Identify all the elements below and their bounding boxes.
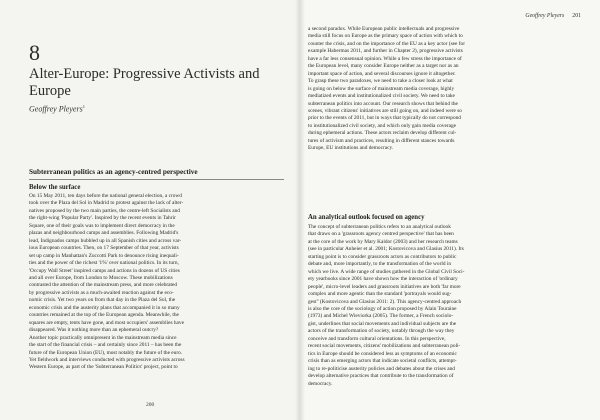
section-divider <box>29 179 284 180</box>
text-line: gist, underlines that social movements and individual subjects are the <box>308 320 457 327</box>
text-line: Square, one of their goals was to implement direct democracy in the <box>29 222 175 229</box>
text-line: that draws on a 'grassroots agency centred perspective' that has been <box>308 231 454 238</box>
text-line: the European level, many consider Europe neither as a target nor as an <box>308 63 459 70</box>
text-line: nomic crisis. Yet two years on from that day in the Plaza del Sol, the <box>29 297 176 304</box>
text-line: and all over Europe, from London to Moscow. These mobilizations <box>29 274 173 281</box>
text-line: took over the Plaza del Sol in Madrid to protest against the lack of alter- <box>29 200 184 207</box>
author-name <box>29 104 85 114</box>
right-body-text-1 <box>308 26 590 153</box>
text-line: Western Europe, as part of the 'Subterranean Politics' project, point to <box>29 364 178 371</box>
text-line: which we live. A wide range of studies gathered in the Global Civil Soci- <box>308 268 465 275</box>
chapter-number: 8 <box>29 40 40 65</box>
page-number-left: 200 <box>146 402 155 408</box>
text-line: develop alternative practices that contribute to the transformation of <box>308 373 454 380</box>
text-line: counter the crisis, and on the importance of the EU as a key actor (see for <box>308 40 465 47</box>
text-line: natives proposed by the two main parties, the centre-left Socialists and <box>29 207 180 214</box>
text-line: debate and, more importantly, to the transformation of the world in <box>308 261 452 268</box>
text-line: during ephemeral actions. These actors reclaim develop different cul- <box>308 130 457 137</box>
right-body-text-2 <box>308 224 590 388</box>
text-line: future of the European Union (EU), most notably the future of the euro. <box>29 349 183 356</box>
section-title: Subterranean politics as an agency-centred perspective <box>29 168 198 176</box>
text-line: ing to re-politicise austerity policies and debates about the crises and <box>308 365 455 372</box>
text-line: example Habermas 2011, and further in Chapter 2), progressive activists <box>308 48 463 55</box>
text-line: disappeared. Was it nothing more than an ephemeral outcry? <box>29 327 159 334</box>
left-body-text <box>29 193 291 372</box>
text-line: gest'' (Kostovicova and Glasius 2011: 2). This agency-centred approach <box>308 298 462 305</box>
text-line: (1973) and Michel Wieviorka (2005). The former, a French sociolo- <box>308 313 454 320</box>
text-line: recent social movements, citizens' mobilizations and subterranean poli- <box>308 343 461 350</box>
text-line: is also the core of the sociology of action proposed by Alain Touraine <box>308 305 457 312</box>
text-line: economic crisis and the austerity plans that accompanied it in so many <box>29 304 180 311</box>
text-line: the start of the financial crisis – and certainly since 2011 – has been the <box>29 342 182 349</box>
text-line: (see in particular Anheier et al. 2001; Kostovicova and Glasius 2011). Its <box>308 246 464 253</box>
text-line: media still focus on Europe as the primary space of action with which to <box>308 33 463 40</box>
text-line: ety yearbooks since 2001 have shown how the interaction of 'ordinary <box>308 276 458 283</box>
author-name-text: Geoffrey Pleyers <box>29 104 83 114</box>
text-line: squares are empty, tents have gone, and most occupiers' assemblies have <box>29 319 184 326</box>
text-line: conceive and transform cultural orientations. In this perspective, <box>308 335 446 342</box>
text-line: subterranean politics into account. Our research shows that behind the <box>308 100 458 107</box>
text-line: Another topic practically omnipresent in the mainstream media since <box>29 334 177 341</box>
text-line: democracy. <box>308 380 333 387</box>
text-line: the right-wing 'Popular Party'. Inspired by the recent events in Tahrir <box>29 215 176 222</box>
text-line: 'Occupy Wall Street' inspired camps and actions in dozens of US cities <box>29 267 180 274</box>
text-line: contrasted the attention of the mainstream press, and more celebrated <box>29 282 178 289</box>
text-line: is going on below the surface of mainstream media coverage, highly <box>308 85 455 92</box>
text-line: plazas and neighbourhood camps and assemblies. Following Madrid's <box>29 230 179 237</box>
text-line: tures of activism and practices, resulting in different stances towards <box>308 137 455 144</box>
text-line: prior to the events of 2011, but in ways that typically do not correspond <box>308 115 461 122</box>
text-line: at the core of the work by Mary Kaldor (2003) and her research teams <box>308 238 458 245</box>
text-line: lead, Indignados camps bubbled up in all Spanish cities and across var- <box>29 237 182 244</box>
text-line: mediatized events and institutionalized civil society. We need to take <box>308 93 455 100</box>
author-footnote-marker: 1 <box>82 104 85 109</box>
text-line: Yet fieldwork and interviews conducted with progressive activists across <box>29 356 185 363</box>
text-line: complex and more agentic than the standard 'portrayals would sug- <box>308 291 452 298</box>
text-line: On 15 May 2011, ten days before the national general election, a crowd <box>29 193 182 199</box>
text-line: set up camp in Manhattan's Zuccotti Park to denounce rising inequali- <box>29 252 179 259</box>
running-header <box>525 13 581 19</box>
running-header-author: Geoffrey Pleyers <box>525 13 565 19</box>
right-section-title: An analytical outlook focused on agency <box>308 214 425 221</box>
text-line: by progressive activists as a much-awaited reaction against the eco- <box>29 289 174 296</box>
text-line: ties and the power of the richest '1%' over national politics. In its turn, <box>29 260 179 267</box>
text-line: actors of the transformation of society, notably through the way they <box>308 328 455 335</box>
text-line: important space of action, and several discourses ignore it altogether. <box>308 70 456 77</box>
subsection-title: Below the surface <box>29 184 81 191</box>
text-line: Europe, EU institutions and democracy. <box>308 145 394 152</box>
chapter-title: Alter-Europe: Progressive Activists and Europe <box>29 66 260 99</box>
text-line: a second paradox. While European public intellectuals and progressive <box>308 26 460 32</box>
right-page <box>300 0 600 420</box>
page-number-right: 201 <box>572 13 581 19</box>
text-line: scenes, vibrant citizens' initiatives are still going on, and indeed were so <box>308 107 462 114</box>
text-line: to institutionalized civil society, and which only gain media coverage <box>308 122 457 129</box>
text-line: To grasp these two paradoxes, we need to take a closer look at what <box>308 78 453 85</box>
text-line: tics in Europe should be considered less as symptoms of an economic <box>308 350 457 357</box>
text-line: crisis than as emerging actors that indicate societal conflicts, attempt- <box>308 358 457 365</box>
text-line: countries remained at the top of the European agenda. Meanwhile, the <box>29 312 179 319</box>
text-line: The concept of subterranean politics refers to an analytical outlook <box>308 224 451 230</box>
text-line: starting point is to consider grassroots actors as contributors to public <box>308 253 457 260</box>
text-line: ious European countries. Then, on 17 September of that year, activists <box>29 245 179 252</box>
text-line: people', micro-level leaders and grassroots initiatives are both 'far more <box>308 283 461 290</box>
text-line: have a far less consensual opinion. While a few stress the importance of <box>308 55 462 62</box>
